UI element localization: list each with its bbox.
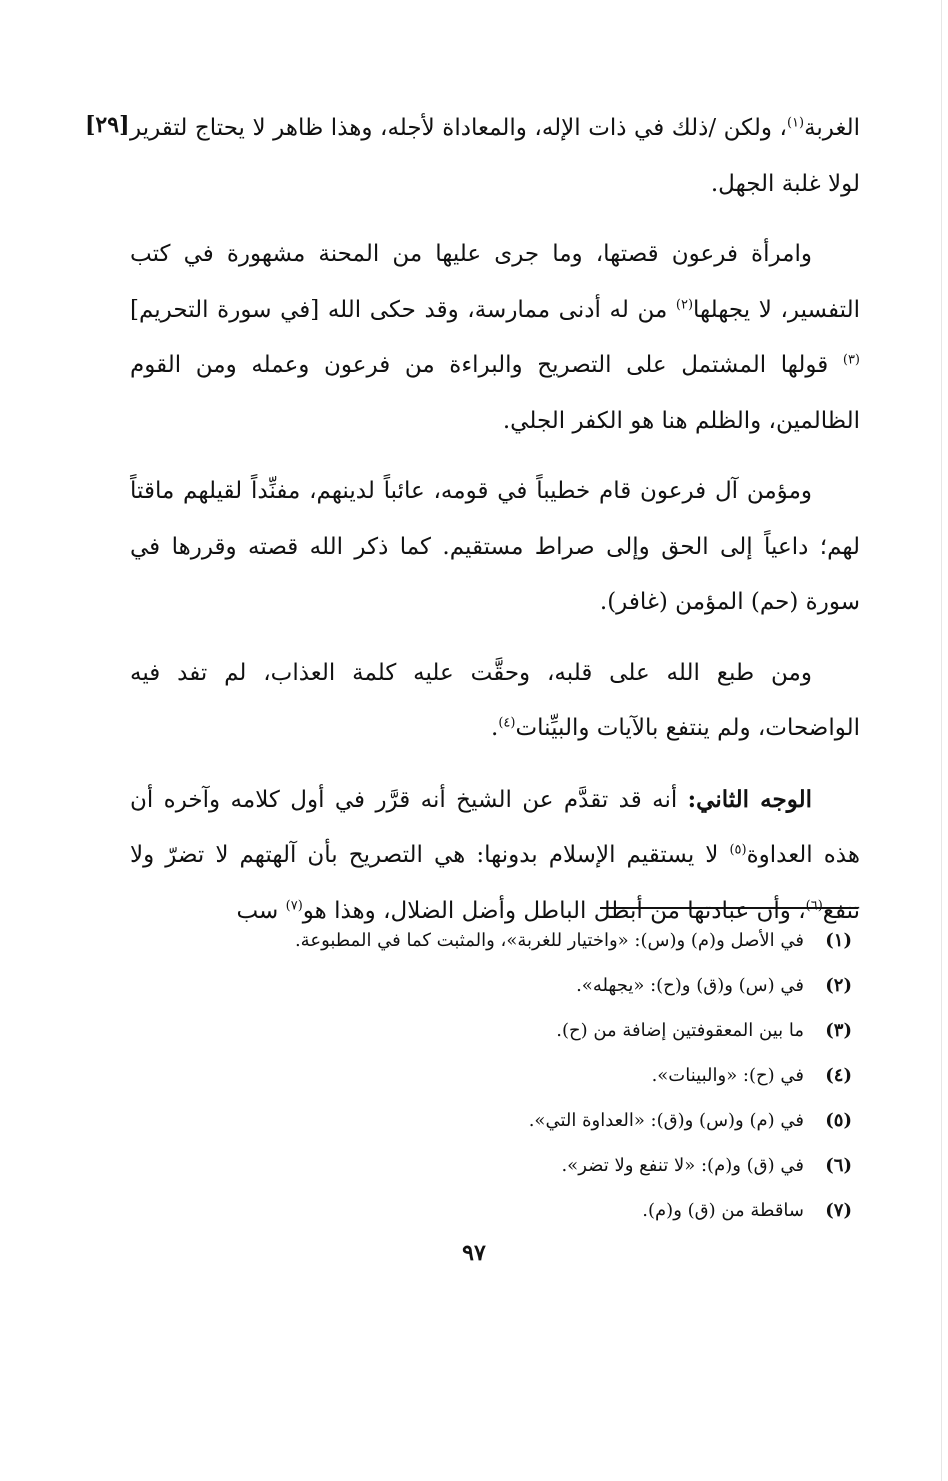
- footnote-marker: (٥): [729, 842, 747, 858]
- footnote-marker: (٣): [842, 352, 860, 368]
- text-segment: ومن طبع الله على قلبه، وحقَّت عليه كلمة العذاب، لم تفد فيه الواضحات، ولم ينتفع بالآيات والبيِّنات: [130, 659, 860, 741]
- text-segment: لا يستقيم الإسلام بدونها: هي التصريح بأن آلهتهم لا تضرّ ولا تنفع: [130, 842, 860, 924]
- footnote-item: [180, 1188, 852, 1233]
- text-segment: سب: [236, 897, 286, 924]
- footnote-text: ما بين المعقوفتين إضافة من (ح).: [556, 1020, 804, 1041]
- footnote-divider: [600, 907, 858, 909]
- footnote-number: (٧): [825, 1200, 852, 1221]
- footnote-number: (٣): [825, 1020, 852, 1041]
- footnote-text: في الأصل و(م) و(س): «واختيار للغربة»، والمثبت كما في المطبوعة.: [294, 930, 804, 951]
- footnote-item: [180, 1098, 852, 1143]
- footnote-text: ساقطة من (ق) و(م).: [642, 1200, 804, 1221]
- text-segment: ، ولكن /ذلك في ذات الإله، والمعاداة لأجله، وهذا ظاهر لا يحتاج لتقرير لولا غلبة الجهل.: [130, 115, 860, 197]
- page-number: ٩٧: [462, 1240, 486, 1266]
- footnote-marker: (٦): [805, 897, 823, 913]
- footnote-text: في (ق) و(م): «لا تنفع ولا تضر».: [561, 1155, 804, 1176]
- text-segment: ومؤمن آل فرعون قام خطيباً في قومه، عائباً لدينهم، مفنِّداً لقيلهم ماقتاً لهم؛ داعياً إلى الحق وإلى صراط مستقيم. كما ذكر الله قصته وقررها في سورة (حم) المؤمن (غافر).: [130, 478, 860, 615]
- paragraph: [130, 646, 860, 757]
- footnote-marker: (٢): [675, 296, 694, 312]
- paragraph: [130, 464, 860, 631]
- paragraph: [130, 100, 860, 212]
- paragraph-lead: الوجه الثاني:: [687, 785, 812, 813]
- footnote-text: في (ح): «والبينات».: [651, 1065, 804, 1086]
- footnote-marker: (٤): [498, 715, 516, 731]
- footnote-marker: (١): [786, 115, 805, 131]
- footnote-item: [180, 1143, 852, 1188]
- paragraph: [130, 772, 860, 940]
- text-segment: قولها المشتمل على التصريح والبراءة من فرعون وعمله ومن القوم الظالمين، والظلم هنا هو الكفر الجلي.: [130, 352, 860, 434]
- footnote-number: (٥): [825, 1110, 852, 1131]
- footnote-text: في (س) و(ق) و(ح): «يجهله».: [576, 975, 804, 996]
- footnote-number: (٢): [825, 975, 852, 996]
- footnote-item: [180, 1053, 852, 1098]
- footnote-text: في (م) و(س) و(ق): «العداوة التي».: [528, 1110, 804, 1131]
- text-segment: الغربة: [804, 115, 860, 141]
- footnote-number: (١): [825, 930, 852, 951]
- margin-page-reference: [٢٩]: [85, 112, 130, 138]
- scan-edge-line: [941, 0, 942, 1481]
- footnote-number: (٦): [825, 1155, 852, 1176]
- text-segment: أنه قد تقدَّم عن الشيخ أنه قرَّر في أول كلامه وآخره أن هذه العداوة: [130, 786, 860, 868]
- footnote-item: [180, 1008, 852, 1053]
- footnote-item: [180, 918, 852, 963]
- footnote-item: [180, 963, 852, 1008]
- text-segment: من له أدنى ممارسة، وقد حكى الله [في سورة التحريم]: [130, 296, 676, 323]
- text-segment: وامرأة فرعون قصتها، وما جرى عليها من المحنة مشهورة في كتب التفسير، لا يجهلها: [130, 241, 860, 323]
- footnote-marker: (٧): [285, 897, 303, 913]
- footnotes: [180, 918, 852, 1233]
- footnote-number: (٤): [825, 1065, 852, 1086]
- text-segment: ، وأن عبادتها من أبطل الباطل وأضل الضلال، وهذا هو: [302, 897, 806, 924]
- main-text: [130, 100, 860, 954]
- text-segment: .: [491, 715, 499, 741]
- paragraph: [130, 227, 860, 449]
